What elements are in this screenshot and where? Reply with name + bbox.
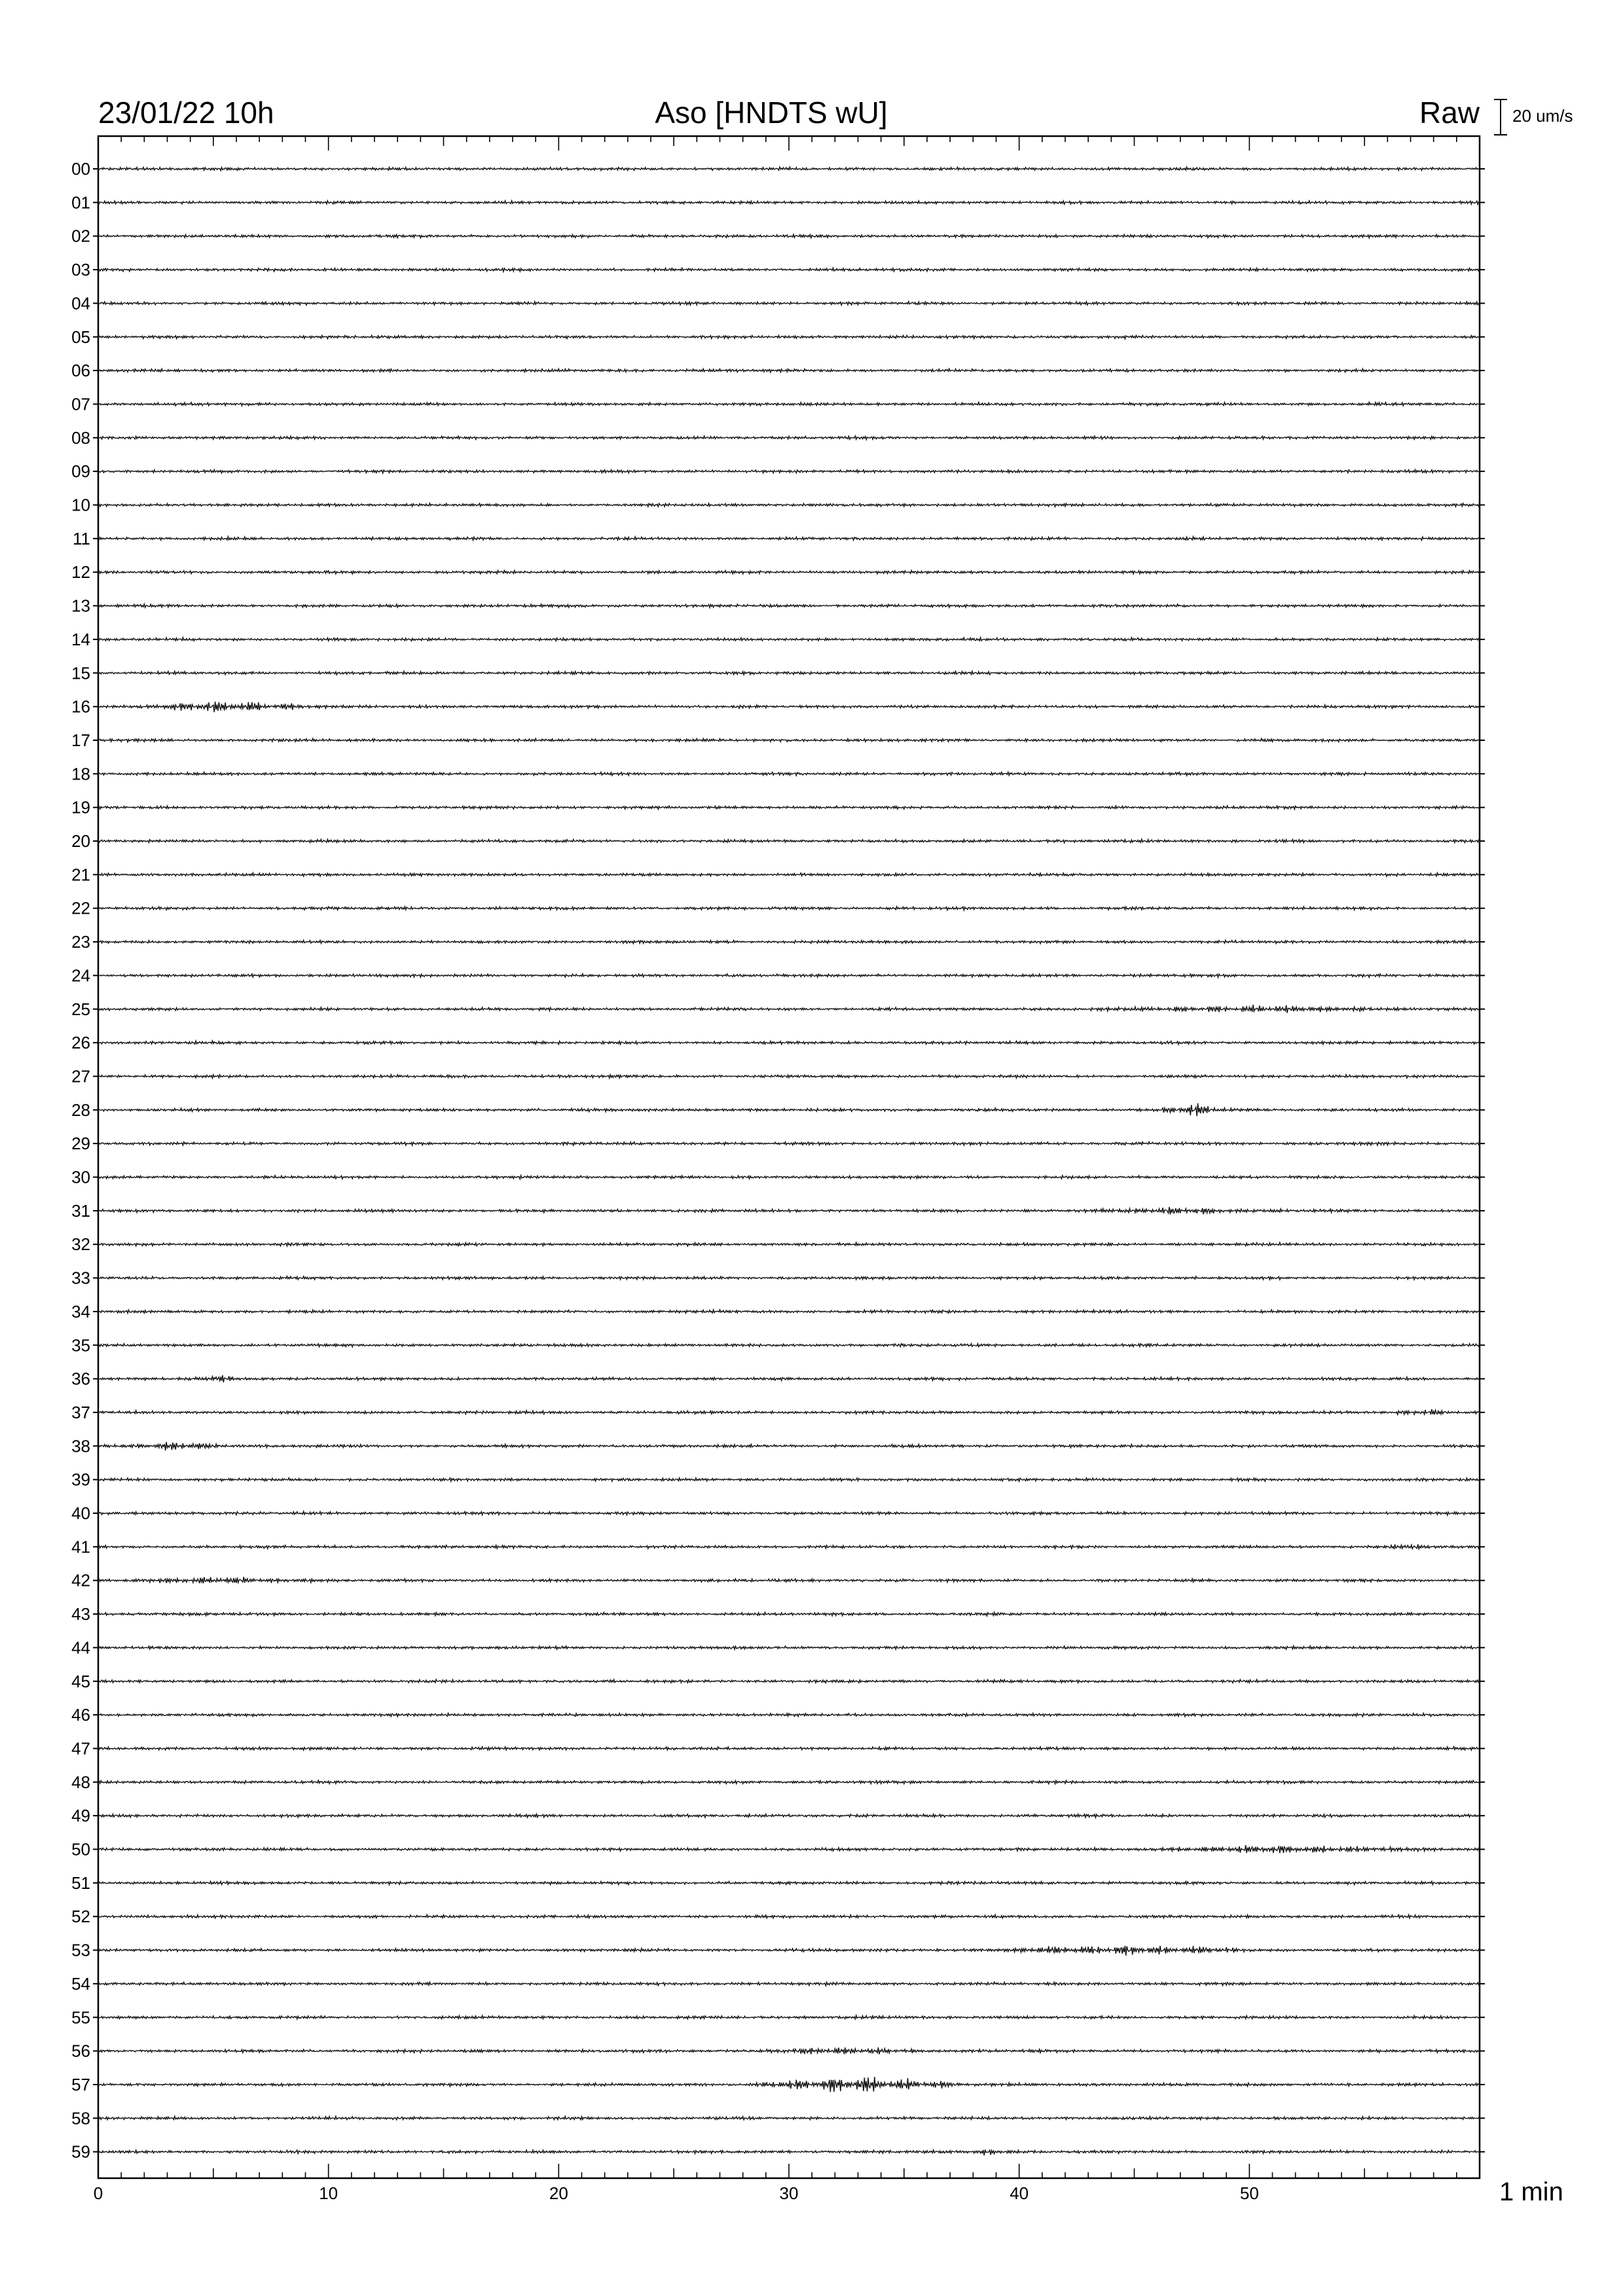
trace-minute-54 (98, 1982, 1480, 1986)
minute-label-56: 56 (71, 2041, 90, 2061)
trace-minute-51 (98, 1881, 1480, 1884)
minute-label-41: 41 (71, 1537, 90, 1557)
x-tick-label-20: 20 (549, 2183, 568, 2203)
trace-minute-55 (98, 2015, 1480, 2019)
trace-minute-59 (98, 2150, 1480, 2156)
minute-label-43: 43 (71, 1604, 90, 1624)
trace-minute-15 (98, 671, 1480, 675)
trace-minute-10 (98, 503, 1480, 507)
trace-minute-48 (98, 1780, 1480, 1784)
minute-label-31: 31 (71, 1200, 90, 1221)
minute-label-52: 52 (71, 1907, 90, 1927)
minute-label-33: 33 (71, 1268, 90, 1288)
x-tick-label-50: 50 (1239, 2183, 1259, 2203)
minute-label-32: 32 (71, 1234, 90, 1255)
trace-minute-14 (98, 637, 1480, 641)
minute-label-07: 07 (71, 394, 90, 414)
trace-minute-23 (98, 940, 1480, 944)
trace-minute-04 (98, 302, 1480, 306)
trace-minute-47 (98, 1747, 1480, 1751)
trace-minute-49 (98, 1814, 1480, 1818)
trace-minute-32 (98, 1242, 1480, 1246)
x-tick-label-30: 30 (779, 2183, 799, 2203)
minute-label-37: 37 (71, 1402, 90, 1422)
minute-label-59: 59 (71, 2142, 90, 2162)
trace-minute-02 (98, 234, 1480, 238)
minute-label-14: 14 (71, 629, 90, 649)
trace-minute-22 (98, 906, 1480, 910)
trace-minute-09 (98, 470, 1480, 474)
x-tick-label-10: 10 (319, 2183, 338, 2203)
minute-label-01: 01 (71, 192, 90, 213)
plot-frame (98, 136, 1480, 2178)
minute-label-13: 13 (71, 596, 90, 616)
trace-minute-58 (98, 2116, 1480, 2120)
trace-minute-43 (98, 1612, 1480, 1616)
trace-minute-44 (98, 1646, 1480, 1650)
minute-label-03: 03 (71, 260, 90, 280)
minute-label-19: 19 (71, 797, 90, 817)
trace-minute-33 (98, 1276, 1480, 1280)
minute-label-47: 47 (71, 1738, 90, 1759)
mode-label: Raw (1419, 96, 1480, 130)
minute-label-24: 24 (71, 965, 90, 986)
minute-label-55: 55 (71, 2007, 90, 2028)
minute-label-26: 26 (71, 1033, 90, 1053)
trace-minute-56 (98, 2047, 1480, 2054)
trace-minute-19 (98, 806, 1480, 810)
trace-minute-05 (98, 335, 1480, 339)
trace-minute-11 (98, 537, 1480, 541)
minute-label-39: 39 (71, 1469, 90, 1490)
trace-minute-20 (98, 839, 1480, 843)
trace-minute-31 (98, 1207, 1480, 1215)
trace-minute-50 (98, 1845, 1480, 1853)
minute-label-17: 17 (71, 730, 90, 750)
minute-label-27: 27 (71, 1066, 90, 1086)
minute-label-44: 44 (71, 1638, 90, 1658)
trace-minute-38 (98, 1442, 1480, 1450)
minute-label-18: 18 (71, 764, 90, 784)
minute-label-22: 22 (71, 898, 90, 918)
date-hour-label: 23/01/22 10h (98, 96, 274, 130)
minute-label-02: 02 (71, 226, 90, 246)
trace-minute-27 (98, 1075, 1480, 1079)
minute-label-21: 21 (71, 865, 90, 885)
trace-minute-36 (98, 1375, 1480, 1382)
trace-minute-07 (98, 402, 1480, 406)
minute-label-58: 58 (71, 2108, 90, 2128)
trace-minute-08 (98, 436, 1480, 440)
amplitude-scale-bar (1494, 99, 1507, 135)
trace-minute-37 (98, 1409, 1480, 1414)
trace-minute-18 (98, 772, 1480, 776)
trace-minute-03 (98, 268, 1480, 272)
trace-minute-01 (98, 201, 1480, 205)
trace-minute-41 (98, 1545, 1480, 1549)
trace-minute-45 (98, 1679, 1480, 1683)
minute-label-53: 53 (71, 1940, 90, 1960)
trace-minute-40 (98, 1511, 1480, 1515)
trace-minute-29 (98, 1142, 1480, 1146)
minute-label-45: 45 (71, 1671, 90, 1691)
minute-label-25: 25 (71, 999, 90, 1019)
trace-minute-24 (98, 974, 1480, 978)
minute-label-15: 15 (71, 663, 90, 683)
minute-label-42: 42 (71, 1570, 90, 1590)
minute-label-50: 50 (71, 1839, 90, 1859)
trace-minute-13 (98, 604, 1480, 608)
minute-label-16: 16 (71, 696, 90, 717)
minute-label-04: 04 (71, 293, 90, 314)
minute-label-54: 54 (71, 1973, 90, 1994)
minute-label-20: 20 (71, 831, 90, 851)
trace-minute-25 (98, 1005, 1480, 1013)
minute-label-10: 10 (71, 495, 90, 515)
trace-minute-12 (98, 571, 1480, 575)
minute-label-00: 00 (71, 159, 90, 179)
minute-label-11: 11 (73, 528, 90, 548)
trace-minute-28 (98, 1103, 1480, 1117)
x-tick-label-40: 40 (1010, 2183, 1029, 2203)
trace-minute-34 (98, 1310, 1480, 1314)
trace-minute-39 (98, 1478, 1480, 1481)
x-tick-label-0: 0 (93, 2183, 103, 2203)
minute-label-29: 29 (71, 1134, 90, 1154)
minute-label-48: 48 (71, 1772, 90, 1792)
minute-label-28: 28 (71, 1100, 90, 1120)
trace-minute-17 (98, 738, 1480, 742)
minute-label-46: 46 (71, 1705, 90, 1725)
minute-label-35: 35 (71, 1335, 90, 1355)
trace-minute-16 (98, 702, 1480, 712)
minute-label-40: 40 (71, 1503, 90, 1523)
trace-minute-52 (98, 1914, 1480, 1918)
trace-minute-21 (98, 873, 1480, 877)
trace-minute-00 (98, 167, 1480, 171)
trace-minute-57 (98, 2077, 1480, 2092)
minute-label-38: 38 (71, 1436, 90, 1456)
station-title: Aso [HNDTS wU] (655, 96, 888, 130)
minute-label-12: 12 (71, 562, 90, 583)
trace-minute-26 (98, 1041, 1480, 1045)
minute-label-05: 05 (71, 327, 90, 347)
minute-label-06: 06 (71, 361, 90, 381)
amplitude-scale-label: 20 um/s (1512, 106, 1573, 126)
minute-label-57: 57 (71, 2074, 90, 2094)
minute-label-36: 36 (71, 1369, 90, 1389)
minute-label-30: 30 (71, 1167, 90, 1187)
trace-minute-46 (98, 1713, 1480, 1717)
minute-label-34: 34 (71, 1301, 90, 1321)
minute-label-08: 08 (71, 427, 90, 448)
trace-minute-53 (98, 1946, 1480, 1956)
minute-label-09: 09 (71, 461, 90, 482)
x-axis-label: 1 min (1499, 2178, 1563, 2206)
minute-label-49: 49 (71, 1806, 90, 1826)
trace-minute-35 (98, 1344, 1480, 1347)
minute-label-23: 23 (71, 932, 90, 952)
trace-minute-06 (98, 368, 1480, 372)
trace-minute-42 (98, 1577, 1480, 1583)
minute-label-51: 51 (71, 1873, 90, 1893)
trace-minute-30 (98, 1175, 1480, 1179)
